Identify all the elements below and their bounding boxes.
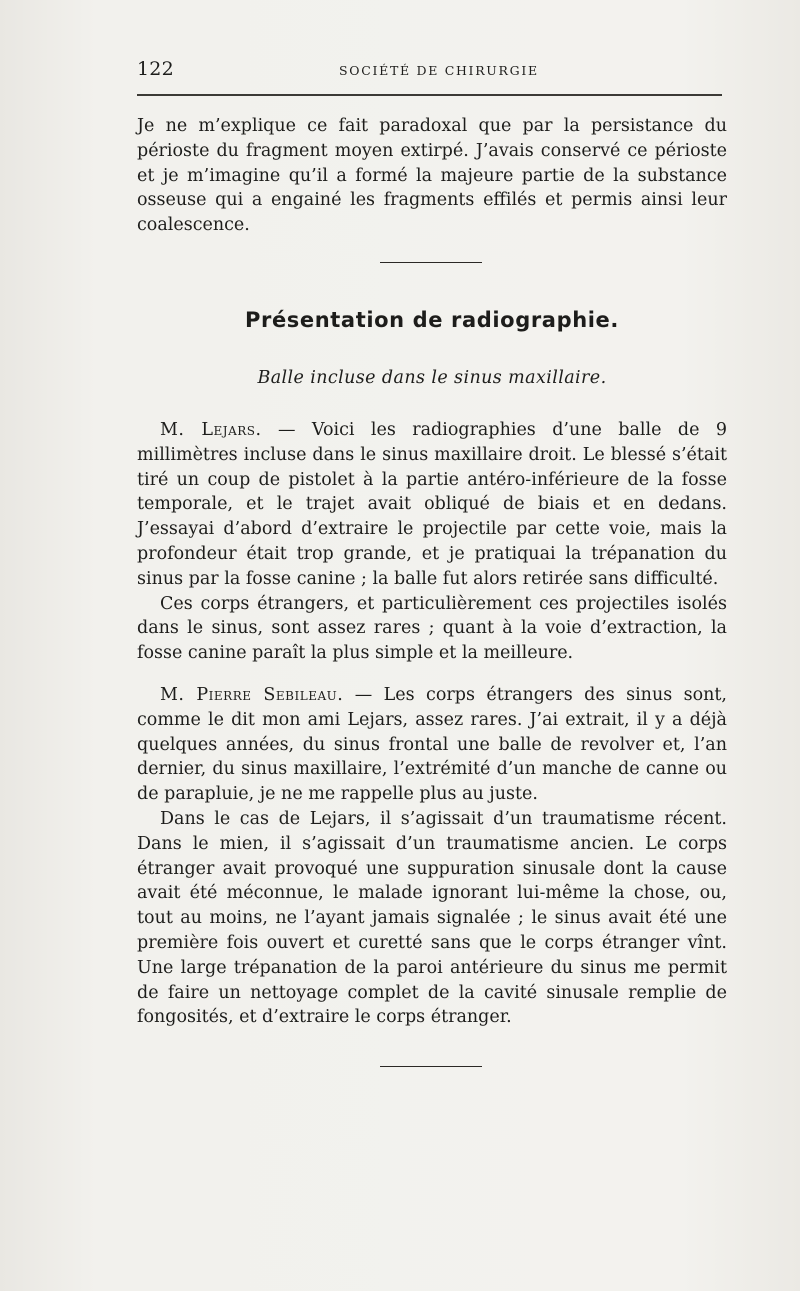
section-subtitle: Balle incluse dans le sinus maxillaire. bbox=[257, 368, 607, 388]
section-title: Présentation de radiographie. bbox=[245, 308, 619, 332]
continuation-paragraph-block bbox=[137, 114, 727, 238]
page-number: 122 bbox=[137, 58, 174, 80]
paragraph-spacer bbox=[137, 666, 727, 683]
speaker-sebileau: M. Pierre Sebileau. bbox=[160, 684, 344, 705]
header-rule bbox=[137, 94, 722, 96]
discussion-body bbox=[137, 418, 727, 1030]
lejars-paragraph-2: Ces corps étrangers, et particulièrement ces projectiles isolés dans le sinus, sont assez rares ; quant à la voie d’extraction, la fosse canine paraît la plus simple et la meilleure. bbox=[137, 593, 727, 664]
sebileau-paragraph bbox=[137, 683, 727, 807]
page-header bbox=[137, 55, 722, 85]
lejars-paragraph bbox=[137, 418, 727, 592]
speaker-lejars: M. Lejars. bbox=[160, 420, 262, 440]
continuation-paragraph: Je ne m’explique ce fait paradoxal que par la persistance du périoste du fragment moyen extirpé. J’avais conservé ce périoste et je m’imagine qu’il a formé la majeure partie de la substance osseuse qui a engainé les fragments effilés et permis ainsi leur coalescence. bbox=[137, 116, 727, 236]
running-head: SOCIÉTÉ DE CHIRURGIE bbox=[339, 63, 539, 78]
section-divider-top bbox=[380, 262, 482, 263]
sebileau-paragraph-2: Dans le cas de Lejars, il s’agissait d’un traumatisme récent. Dans le mien, il s’agissait d’un traumatisme ancien. Le corps étranger avait provoqué une suppuration sinusale dont la cause avait été méconnue, le malade ignorant lui-même la chose, ou, tout au moins, ne l’ayant jamais signalée ; le sinus avait été une première fois ouvert et curetté sans que le corps étranger vînt. Une large trépanation de la paroi antérieure du sinus me permit de faire un nettoyage complet de la cavité sinusale remplie de fongosités, et d’extraire le corps étranger. bbox=[137, 808, 727, 1028]
lejars-text: — Voici les radiographies d’une balle de 9 millimètres incluse dans le sinus maxillaire droit. Le blessé s’était tiré un coup de pistolet à la partie antéro-inférieure de la fosse temporale, et le trajet avait obliqué de biais et en dedans. J’essayai d’abord d’extraire le projectile par cette voie, mais la profondeur était trop grande, et je pratiquai la trépanation du sinus par la fosse canine ; la balle fut alors retirée sans difficulté. bbox=[137, 420, 727, 589]
sebileau-text: — Les corps étrangers des sinus sont, comme le dit mon ami Lejars, assez rares. J’ai extrait, il y a déjà quelques années, du sinus frontal une balle de revolver et, l’an dernier, du sinus maxillaire, l’extrémité d’un manche de canne ou de parapluie, je ne me rappelle plus au juste. bbox=[137, 684, 727, 805]
section-divider-bottom bbox=[380, 1066, 482, 1067]
